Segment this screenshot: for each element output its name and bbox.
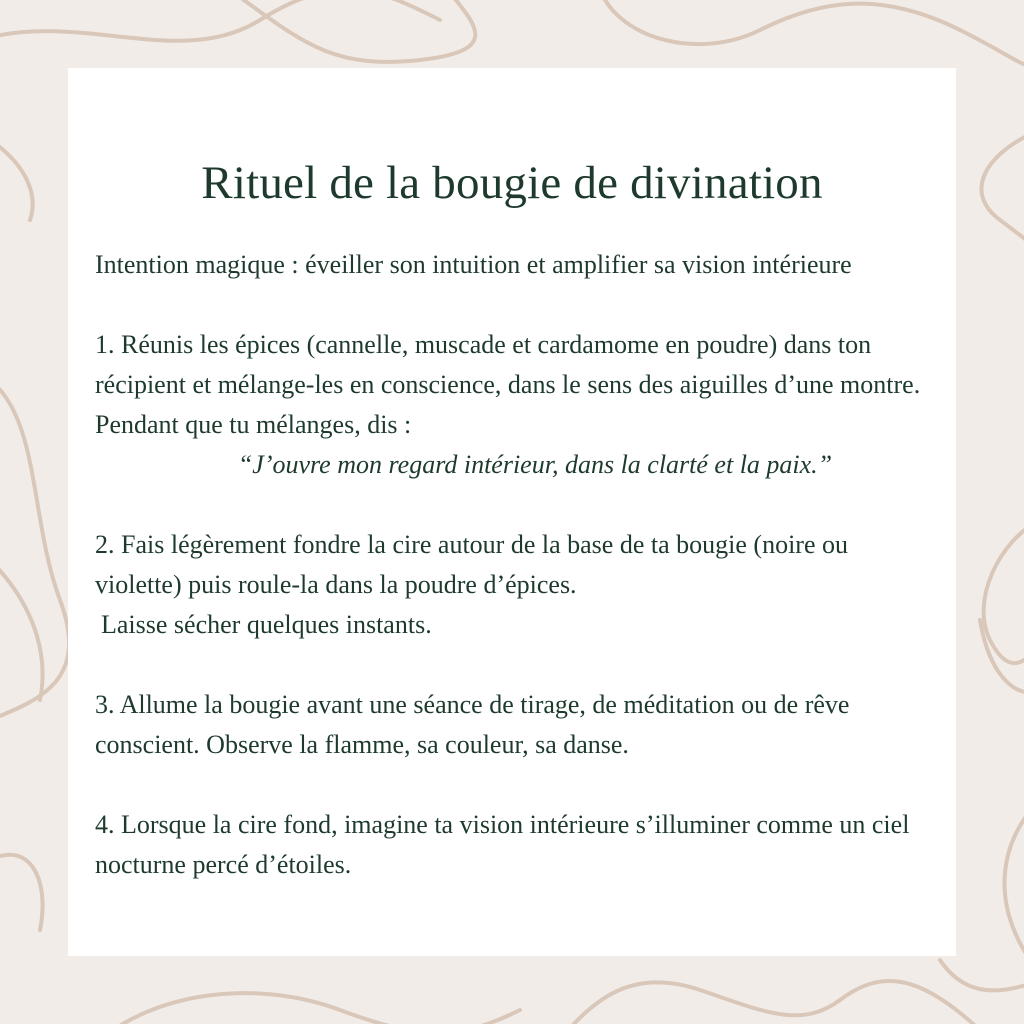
step-2-text: 2. Fais légèrement fondre la cire autour de la base de ta bougie (noire ou violette) puis roule-la dans la poudre d’épices. xyxy=(95,530,848,599)
step-4-text: 4. Lorsque la cire fond, imagine ta vision intérieure s’illuminer comme un ciel nocturne percé d’étoiles. xyxy=(95,810,910,879)
ritual-text xyxy=(95,245,935,885)
step-2-extra: Laisse sécher quelques instants. xyxy=(101,610,432,639)
page-title: Rituel de la bougie de divination xyxy=(201,157,823,209)
step-1-text: 1. Réunis les épices (cannelle, muscade et cardamome en poudre) dans ton récipient et mélange-les en conscience, dans le sens des aiguilles d’une montre. Pendant que tu mélanges, dis : xyxy=(95,330,921,439)
step-3-text: 3. Allume la bougie avant une séance de tirage, de méditation ou de rêve conscient. Observe la flamme, sa couleur, sa danse. xyxy=(95,690,850,759)
step-1-quote: “J’ouvre mon regard intérieur, dans la clarté et la paix.” xyxy=(237,450,833,479)
content-card xyxy=(68,68,956,956)
intention-text: Intention magique : éveiller son intuition et amplifier sa vision intérieure xyxy=(95,250,852,279)
